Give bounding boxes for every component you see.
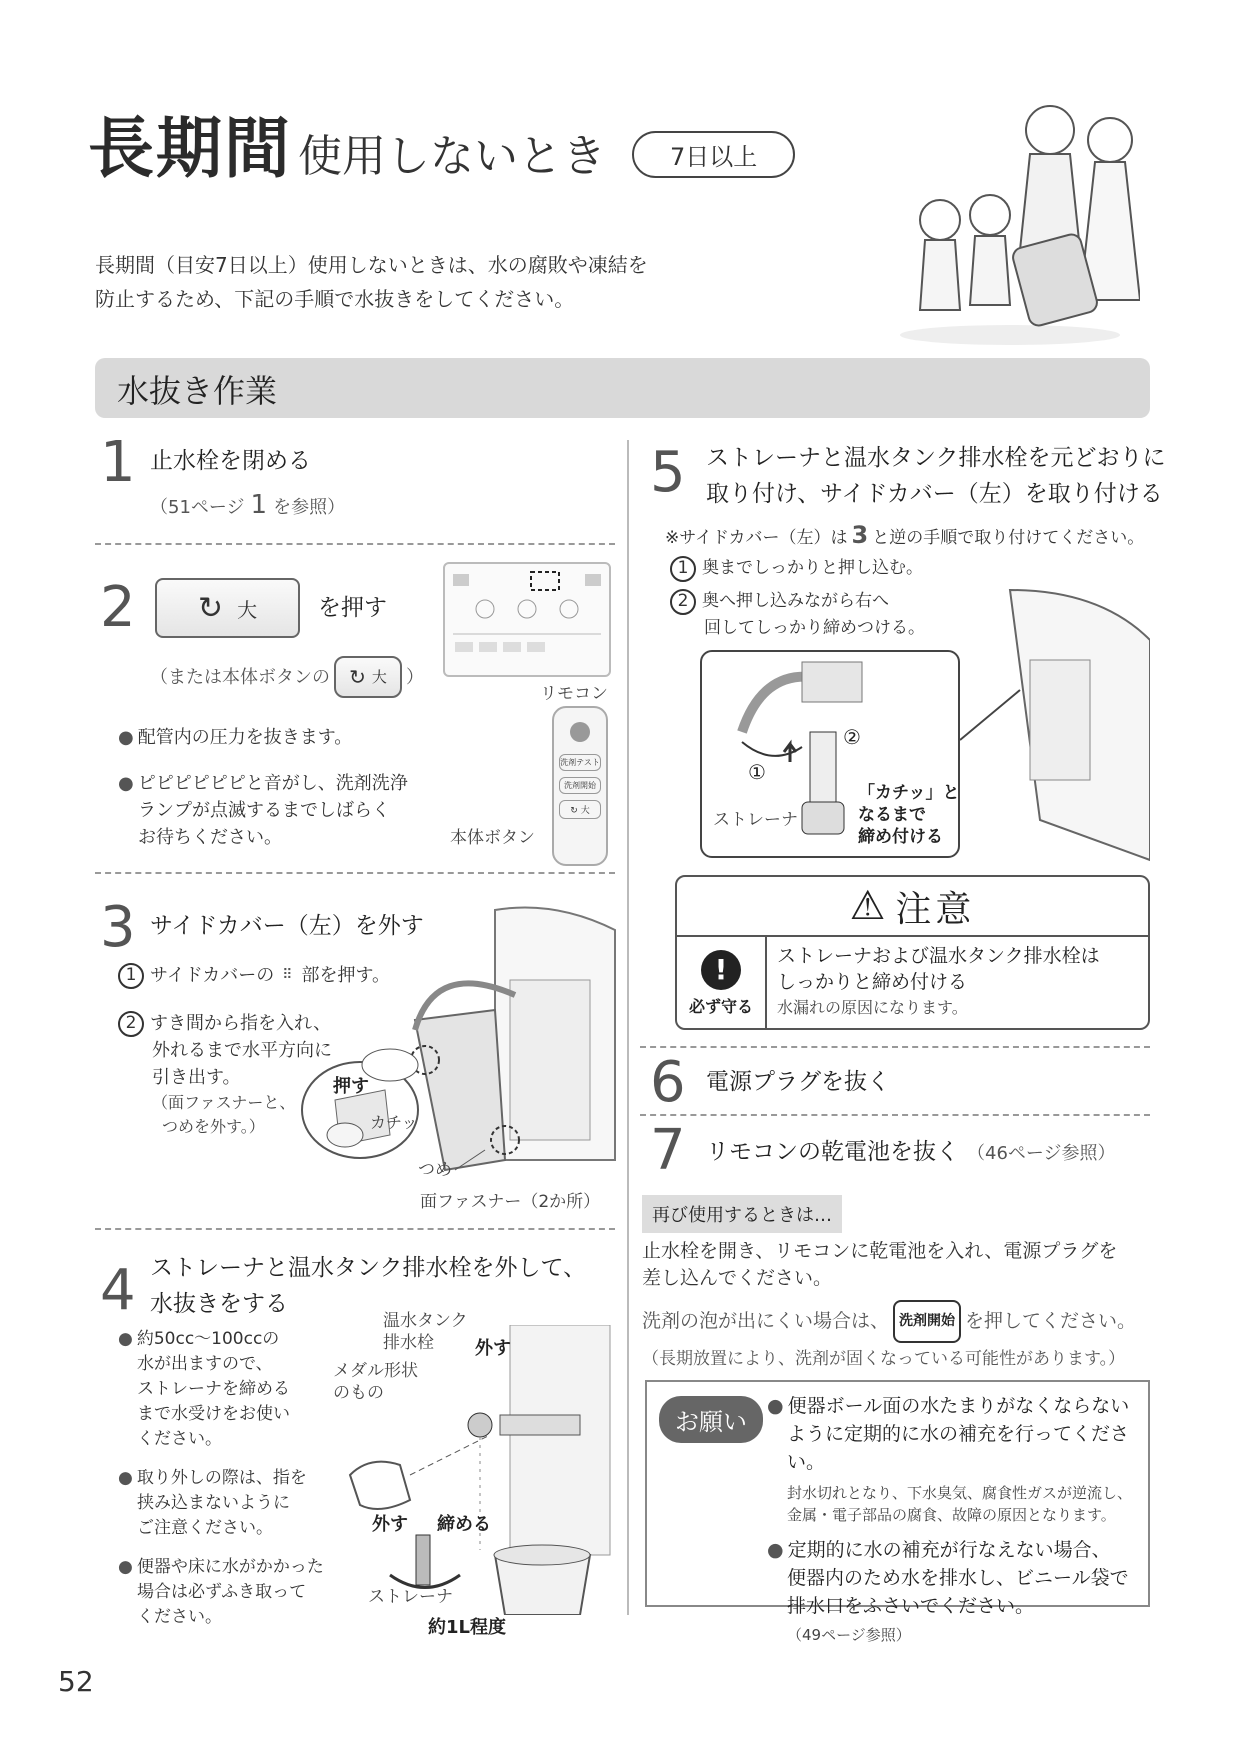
step3-sub2-line: 外れるまで水平方向に (152, 1040, 332, 1061)
step4-bullets (118, 1327, 324, 1630)
body-button-label: 本体ボタン (450, 828, 535, 848)
caution-line: 水漏れの原因になります。 (777, 998, 968, 1017)
caution-box (675, 875, 1150, 1030)
step5-sub1-text: 奥までしっかりと押し込む。 (702, 558, 923, 578)
step5-sub2-line: 回してしっかり締めつける。 (704, 618, 925, 638)
bullet-line: ● 取り外しの際は、指を (118, 1466, 324, 1491)
warning-triangle-icon: ⚠ (849, 883, 886, 929)
request-line (767, 1592, 1148, 1649)
step1-note-post: を参照） (273, 497, 346, 518)
step3-sub1-pre: サイドカバーの (150, 965, 275, 986)
bullet-line: 場合は必ずふき取って (137, 1582, 307, 1602)
caution-body (767, 937, 1110, 1029)
step3-sub2-note: つめを外す。） (162, 1117, 265, 1136)
bullet-line: ● 便器や床に水がかかった (118, 1555, 324, 1580)
step5-title (706, 440, 1166, 512)
toilet-side-illustration (960, 580, 1150, 870)
bullet-line: ご注意ください。 (137, 1518, 273, 1538)
caution-title: 注意 (895, 888, 976, 930)
strainer-label: ストレーナ (713, 810, 798, 830)
must-follow-cell (677, 937, 767, 1029)
circled-1: ① (748, 760, 766, 784)
step5-title-line: ストレーナと温水タンク排水栓を元どおりに (706, 445, 1166, 471)
swirl-icon: ↻ (197, 590, 224, 626)
side-cover-illustration (295, 900, 620, 1180)
metal-shape-label (333, 1360, 418, 1404)
step4-title-line: ストレーナと温水タンク排水栓を外して、 (150, 1255, 587, 1281)
bullet-line: お待ちください。 (138, 827, 282, 848)
step-number: 7 (650, 1118, 686, 1183)
step3-sub2-note: （面ファスナーと、 (152, 1093, 296, 1112)
step5-title-line: 取り付け、サイドカバー（左）を取り付ける (706, 481, 1163, 507)
divider (95, 872, 615, 874)
request-line: ● 定期的に水の補充が行なえない場合、 (767, 1536, 1148, 1564)
step1-note-num: 1 (250, 490, 268, 520)
circled-number: 1 (118, 963, 144, 989)
flush-large-button[interactable] (155, 578, 300, 638)
caution-line: しっかりと締め付ける (777, 971, 968, 993)
step3-sub2-line: すき間から指を入れ、 (150, 1013, 332, 1034)
section-title: 水抜き作業 (117, 372, 278, 410)
body-button-panel (552, 706, 608, 866)
click-tighten-line: 締め付ける (858, 827, 943, 847)
indicator-lamp (570, 722, 590, 742)
must-follow-label: 必ず守る (688, 996, 753, 1016)
click-tighten-line: なるまで (858, 805, 926, 825)
amount-label: 約1L程度 (428, 1617, 506, 1638)
reuse-line: 止水栓を開き、リモコンに乾電池を入れ、電源プラグを (642, 1240, 1118, 1262)
detergent-start-button[interactable]: 洗剤開始 (559, 777, 601, 794)
section-header (95, 358, 1150, 418)
request-box (645, 1380, 1150, 1644)
bullet-line: まで水受けをお使い (137, 1404, 290, 1424)
metal-shape-line: のもの (333, 1383, 384, 1403)
step7-title: リモコンの乾電池を抜く (706, 1139, 959, 1165)
column-divider (627, 440, 629, 1615)
swirl-icon: ↻ (570, 806, 578, 816)
tank-drain-line: 排水栓 (383, 1333, 434, 1353)
step1-title: 止水栓を閉める (150, 448, 311, 474)
intro-text (95, 248, 648, 316)
bullet-line: 水が出ますので、 (137, 1354, 273, 1374)
step2-title: を押す (318, 595, 387, 621)
step5-sub2-line: 奥へ押し込みながら右へ (702, 591, 889, 611)
detergent-start-button[interactable]: 洗剤開始 (893, 1300, 961, 1343)
click-tighten-line: 「カチッ」と (858, 783, 960, 803)
step1-note-pre: （51ページ (150, 497, 245, 518)
remove-label: 外す (475, 1338, 511, 1359)
bullet-line: ストレーナを締める (137, 1379, 290, 1399)
flush-large-label: 大 (237, 597, 258, 622)
reuse-line: 差し込んでください。 (642, 1267, 833, 1289)
step-number: 4 (100, 1258, 136, 1323)
bullet-line: ください。 (137, 1429, 222, 1449)
page-title (88, 95, 795, 190)
remote-illustration (443, 562, 611, 677)
caution-line: ストレーナおよび温水タンク排水栓は (777, 945, 1100, 967)
divider (95, 543, 615, 545)
step3-title: サイドカバー（左）を外す (150, 913, 424, 939)
bullet-line: ランプが点滅するまでしばらく (138, 800, 390, 821)
title-main: 長期間 (88, 110, 292, 187)
divider (640, 1114, 1150, 1116)
push-label: 押す (333, 1076, 369, 1097)
step2-alt (150, 656, 424, 698)
reuse-detergent-pre: 洗剤の泡が出にくい場合は、 (642, 1310, 890, 1332)
step5-sub1 (670, 555, 923, 582)
intro-line: 防止するため、下記の手順で水抜きをしてください。 (95, 287, 575, 311)
circled-number: 1 (670, 556, 696, 582)
step4-title-line: 水抜きをする (150, 1291, 288, 1317)
step2-bullet (118, 770, 408, 851)
step1-note (150, 492, 345, 521)
step5-note-pre: ※サイドカバー（左）は (665, 528, 848, 548)
family-travel-illustration (880, 90, 1140, 350)
reuse-tag: 再び使用するときは… (642, 1195, 842, 1233)
step3-sub2-line: 引き出す。 (152, 1067, 241, 1088)
tsume-label: つめ (418, 1160, 452, 1180)
request-line-text: 排水口をふさいでください。 (787, 1595, 1035, 1617)
tank-drain-line: 温水タンク (383, 1311, 468, 1331)
step2-bullet: ● 配管内の圧力を抜きます。 (118, 724, 352, 751)
strainer-label: ストレーナ (368, 1587, 453, 1607)
step3-sub1-post: 部を押す。 (301, 965, 391, 986)
request-badge: お願い (659, 1396, 763, 1443)
step-number: 6 (650, 1050, 686, 1115)
bullet-line: ● 約50cc～100ccの (118, 1327, 324, 1352)
fastener-label: 面ファスナー（2か所） (420, 1192, 601, 1212)
bullet-line: ください。 (137, 1607, 222, 1627)
remote-label: リモコン (540, 684, 608, 704)
request-subline: 金属・電子部品の腐食、故障の原因となります。 (787, 1506, 1116, 1524)
step5-note (665, 522, 1144, 552)
step2-alt-pre: （または本体ボタンの (150, 666, 330, 688)
step6-title: 電源プラグを抜く (706, 1069, 890, 1095)
request-line: 便器内のため水を排水し、ビニール袋で (787, 1567, 1129, 1589)
body-flush-button[interactable] (334, 656, 402, 698)
request-body (767, 1392, 1148, 1649)
request-note: （49ページ参照） (787, 1626, 911, 1644)
body-large-button[interactable] (559, 800, 601, 819)
body-flush-label: 大 (371, 667, 387, 686)
divider (95, 1228, 615, 1230)
circled-number: 2 (670, 589, 696, 615)
reuse-note: （長期放置により、洗剤が固くなっている可能性があります。） (642, 1349, 1126, 1369)
step4-title (150, 1250, 586, 1322)
request-subline: 封水切れとなり、下水臭気、腐食性ガスが逆流し、 (787, 1484, 1133, 1502)
step7-note: （46ページ参照） (967, 1143, 1116, 1164)
intro-line: 長期間（目安7日以上）使用しないときは、水の腐敗や凍結を (95, 253, 648, 277)
swirl-icon: ↻ (349, 664, 366, 689)
title-sub: 使用しないとき (298, 131, 606, 182)
reuse-text (642, 1238, 1117, 1292)
step-number: 2 (100, 575, 136, 640)
bullet-line: ● ピピピピピピと音がし、洗剤洗浄 (118, 770, 408, 797)
dots-icon: ⠿ (282, 967, 294, 983)
reuse-detergent-post: を押してください。 (965, 1310, 1137, 1332)
tighten-label: 締める (437, 1514, 491, 1535)
step-number: 3 (100, 895, 136, 960)
click-tighten-label (858, 782, 960, 848)
step-number: 5 (650, 440, 686, 505)
step5-note-num: 3 (851, 521, 869, 549)
duration-badge: 7日以上 (632, 131, 795, 178)
page-number: 52 (58, 1665, 94, 1698)
step2-alt-post: ） (406, 666, 424, 688)
bullet-line: 挟み込まないように (137, 1493, 290, 1513)
step5-sub2 (670, 588, 925, 642)
click-label: カチッ (370, 1113, 418, 1132)
metal-shape-line: メダル形状 (333, 1361, 418, 1381)
circled-number: 2 (118, 1011, 144, 1037)
request-line: ように定期的に水の補充を行ってください。 (787, 1423, 1130, 1473)
tank-drain-label (383, 1310, 468, 1354)
circled-2: ② (843, 725, 861, 749)
divider (640, 1046, 1150, 1048)
remove-label-2: 外す (372, 1514, 408, 1535)
step5-note-post: と逆の手順で取り付けてください。 (872, 528, 1145, 548)
exclamation-icon: ! (701, 950, 741, 990)
detergent-test-button[interactable]: 洗剤テスト (559, 754, 601, 771)
caution-header (677, 877, 1148, 937)
step-number: 1 (100, 430, 136, 495)
request-line: ● 便器ボール面の水たまりがなくならない (767, 1392, 1148, 1420)
reuse-detergent (642, 1300, 1136, 1343)
body-large-label: 大 (580, 806, 590, 816)
step7-heading (706, 1134, 1116, 1170)
